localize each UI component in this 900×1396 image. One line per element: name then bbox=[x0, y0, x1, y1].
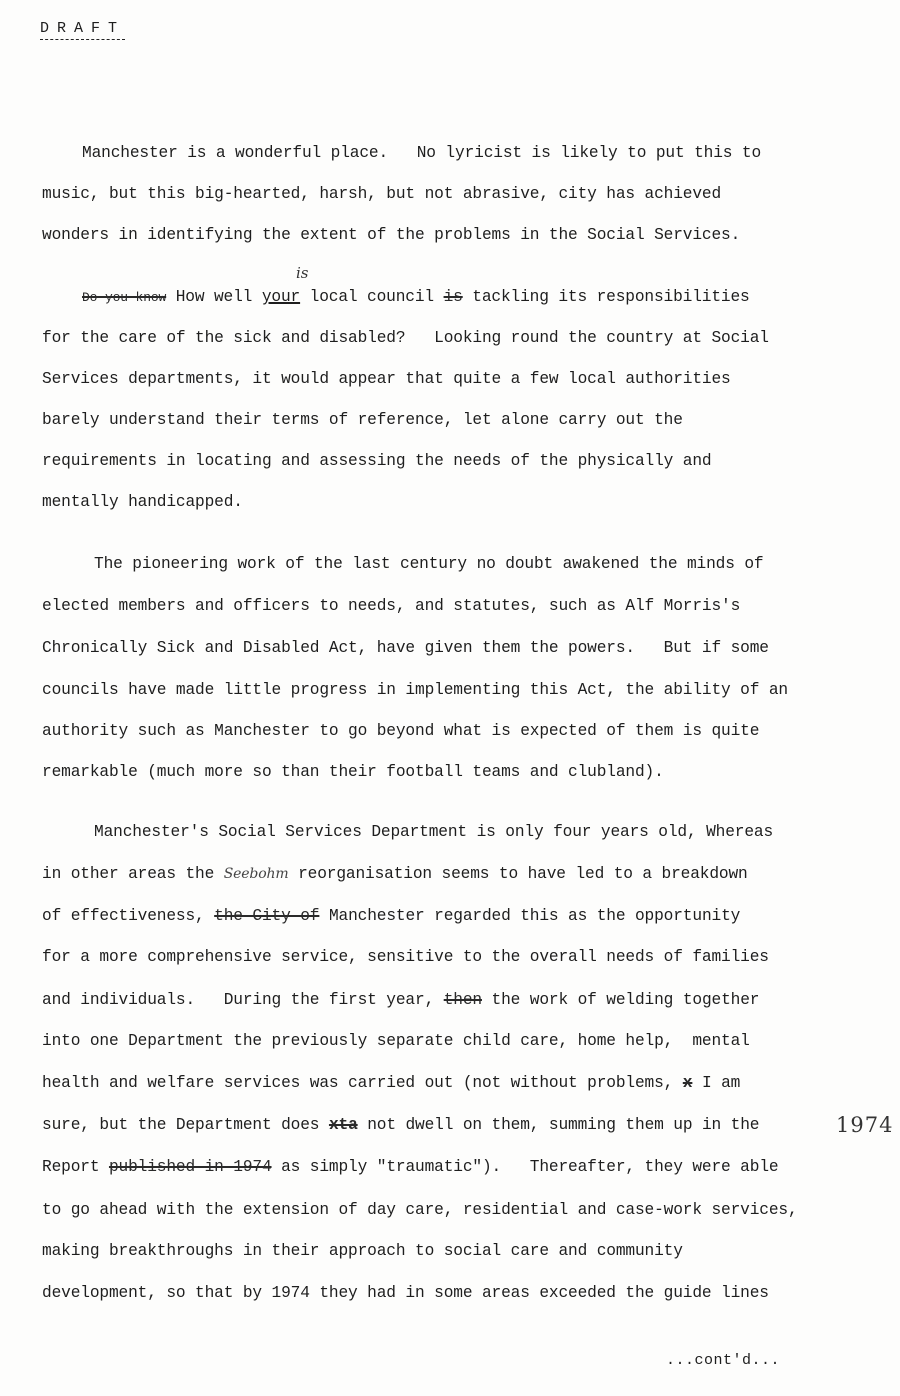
text-segment: health and welfare services was carried out (not without problems, bbox=[42, 1074, 683, 1092]
text-segment: sure, but the Department does bbox=[42, 1116, 329, 1134]
text-segment: care and community bbox=[501, 1242, 683, 1260]
text-segment: in other areas the bbox=[42, 865, 224, 883]
draft-label: DRAFT bbox=[40, 20, 125, 40]
continued-label: ...cont'd... bbox=[666, 1352, 781, 1369]
paragraph-1-line-1: Manchester is a wonderful place. No lyricist is likely to put this to bbox=[82, 144, 762, 162]
text-segment: How well bbox=[166, 288, 262, 306]
struck-text: x bbox=[682, 1074, 693, 1092]
paragraph-4-line-5 bbox=[42, 990, 759, 1010]
text-segment: as simply "traumatic"). Thereafter, they were able bbox=[271, 1158, 779, 1176]
text-segment: Report bbox=[42, 1158, 109, 1176]
paragraph-4-line-9 bbox=[42, 1157, 778, 1177]
struck-text: then bbox=[443, 991, 482, 1009]
paragraph-1-line-2: music, but this big-hearted, harsh, but not abrasive, city has achieved bbox=[42, 185, 722, 203]
paragraph-2-line-5: requirements in locating and assessing the needs of the physically and bbox=[42, 452, 712, 470]
text-segment: tackling its responsibilities bbox=[462, 288, 750, 306]
paragraph-4-line-6: into one Department the previously separate child care, home help, mental bbox=[42, 1032, 750, 1050]
text-segment: Manchester regarded this as the opportunity bbox=[319, 907, 741, 925]
struck-text: published in 1974 bbox=[108, 1158, 272, 1176]
paragraph-3-line-3: Chronically Sick and Disabled Act, have given them the powers. But if some bbox=[42, 639, 769, 657]
paragraph-2-line-2: for the care of the sick and disabled? Looking round the country at Social bbox=[42, 329, 769, 347]
text-segment: not dwell on them, summing them up in the bbox=[357, 1116, 760, 1134]
handwritten-insert-is: is bbox=[296, 264, 309, 282]
paragraph-4-line-12: development, so that by 1974 they had in some areas exceeded the guide lines bbox=[42, 1284, 769, 1302]
paragraph-4-line-11 bbox=[42, 1241, 683, 1261]
corrected-word: social bbox=[443, 1242, 502, 1260]
text-segment: I am bbox=[692, 1074, 741, 1092]
paragraph-3-line-4: councils have made little progress in implementing this Act, the ability of an bbox=[42, 681, 788, 699]
paragraph-1-line-3: wonders in identifying the extent of the problems in the Social Services. bbox=[42, 226, 741, 244]
paragraph-2-line-3: Services departments, it would appear that quite a few local authorities bbox=[42, 370, 731, 388]
paragraph-2-line-6: mentally handicapped. bbox=[42, 493, 243, 511]
paragraph-4-line-7 bbox=[42, 1073, 740, 1093]
paragraph-4-line-2 bbox=[42, 864, 748, 884]
text-segment: of effectiveness, bbox=[42, 907, 215, 925]
paragraph-3-line-5: authority such as Manchester to go beyond what is expected of them is quite bbox=[42, 722, 760, 740]
text-segment: local council bbox=[300, 288, 444, 306]
text-segment: and individuals. During the first year, bbox=[42, 991, 444, 1009]
paragraph-4-line-4: for a more comprehensive service, sensitive to the overall needs of families bbox=[42, 948, 769, 966]
struck-text: the City of bbox=[214, 907, 320, 925]
paragraph-3-line-1: The pioneering work of the last century no doubt awakened the minds of bbox=[94, 555, 764, 573]
paragraph-4-line-3 bbox=[42, 906, 740, 926]
struck-text: xta bbox=[328, 1116, 358, 1134]
paragraph-4-line-10: to go ahead with the extension of day care, residential and case-work services, bbox=[42, 1201, 798, 1219]
handwritten-word: Seebohm bbox=[223, 866, 289, 882]
paragraph-2-line-1 bbox=[82, 287, 750, 308]
paragraph-4-line-8 bbox=[42, 1115, 759, 1135]
text-segment: the work of welding together bbox=[481, 991, 760, 1009]
handwritten-year: 1974 bbox=[836, 1113, 894, 1137]
text-segment: making breakthroughs in their approach to bbox=[42, 1242, 444, 1260]
paragraph-3-line-2: elected members and officers to needs, and statutes, such as Alf Morris's bbox=[42, 597, 741, 615]
paragraph-4-line-1: Manchester's Social Services Department is only four years old, Whereas bbox=[94, 823, 774, 841]
struck-text: is bbox=[443, 288, 463, 306]
underlined-text: your bbox=[261, 288, 301, 306]
paragraph-3-line-6: remarkable (much more so than their football teams and clubland). bbox=[42, 763, 664, 781]
struck-text: Do you know bbox=[82, 290, 167, 305]
paragraph-2-line-4: barely understand their terms of reference, let alone carry out the bbox=[42, 411, 683, 429]
text-segment: reorganisation seems to have led to a breakdown bbox=[288, 865, 748, 883]
